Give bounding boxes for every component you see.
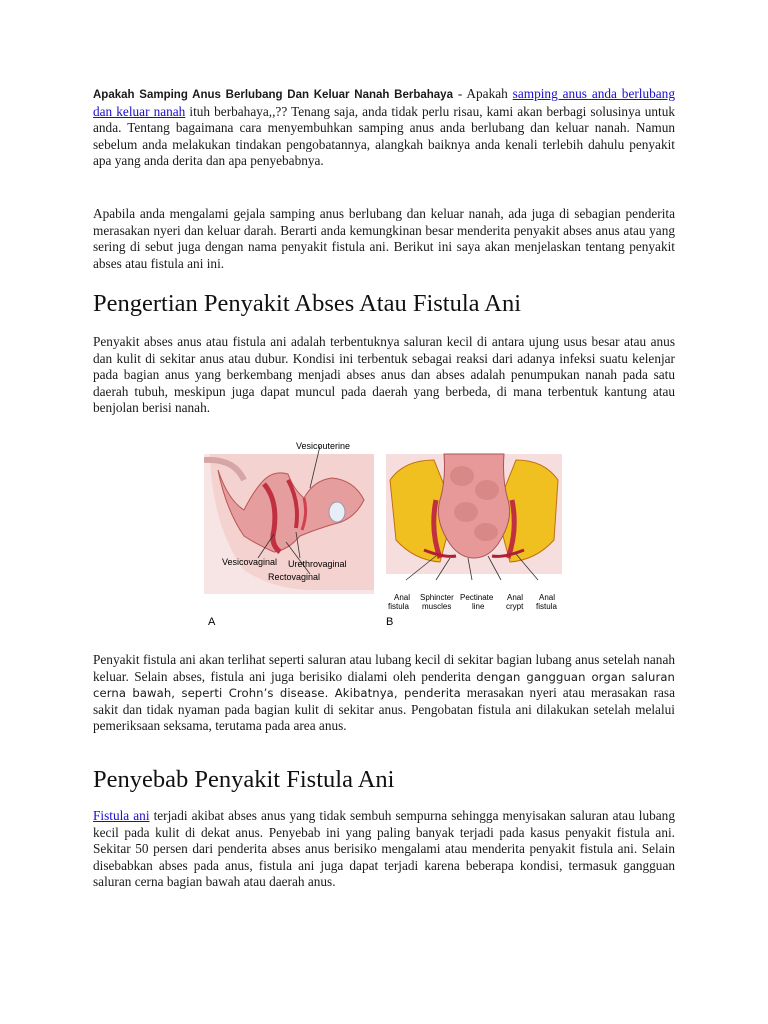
label-vesicovaginal: Vesicovaginal: [222, 557, 278, 567]
para5-rest: terjadi akibat abses anus yang tidak sembuh sempurna sehingga menyisakan saluran atau lubang kecil pada kulit di dekat anus. Penyebab ini yang paling banyak terjadi pada kasus penyakit fistula ani. Sekitar 50 persen dari penderita abses anus berisiko mengalami atau menderita penyakit fistula ani. Selain disebabkan abses pada anus, fistula ani juga dapat terjadi karena beberapa kondisi, termasuk gangguan saluran cerna bagian bawah atau daerah anus.: [93, 808, 675, 890]
anatomy-figure: [204, 440, 584, 636]
label-rectovaginal: Rectovaginal: [268, 572, 321, 582]
label-anal-fistula-1: Anal: [394, 593, 411, 602]
lead-title: Apakah Samping Anus Berlubang Dan Keluar Nanah Berbahaya: [93, 89, 453, 101]
para4-crohn-line: dengan gangguan organ saluran cerna bawah, seperti Crohn’s disease. Akibatnya, penderita: [93, 669, 676, 701]
paragraph-5: [93, 808, 675, 891]
paragraph-4: [93, 652, 675, 735]
label-vesicouterine: Vesicouterine: [296, 441, 351, 451]
paragraph-3: Penyakit abses anus atau fistula ani adalah terbentuknya saluran kecil di antara ujung usus besar atau anus dan kulit di sekitar anus atau dubur. Kondisi ini terbentuk sebagai reaksi dari adanya infeksi suatu kelenjar pada bagian anus yang berkembang menjadi abses anus dan abses adalah penumpukan nanah pada satu daerah tubuh, meskipun juga dapat muncul pada daerah yang berbeda, di mana terbentuk kantung atau benjolan berisi nanah.: [93, 334, 675, 416]
tag-b: B: [386, 616, 394, 628]
para4-part1: Penyakit fistula ani akan terlihat seperti saluran atau lubang kecil di sekitar bagian lubang anus setelah nanah keluar. Selain abses, fistula ani juga berisiko dialami oleh penderita: [93, 652, 675, 684]
link-samping-anus[interactable]: samping anus anda berlubang dan keluar nanah: [93, 86, 675, 119]
anatomy-illustration: [204, 440, 584, 636]
label-anal-fistula-2: fistula: [388, 602, 409, 611]
label-fistula2-2: fistula: [536, 602, 557, 611]
link-fistula-ani[interactable]: Fistula ani: [93, 808, 150, 823]
tag-a: A: [208, 616, 216, 628]
intro-rest: ituh berbahaya,,?? Tenang saja, anda tidak perlu risau, kami akan berbagi solusinya untuk anda. Tentang bagaimana cara menyembuhkan samping anus anda berlubang dan keluar nanah. Namun sebelum anda melakukan tindakan pengobatannya, alangkah baiknya anda kenali terlebih dahulu penyakit apa yang anda derita dan apa penyebabnya.: [93, 103, 675, 169]
panel-b-coronal: [386, 454, 562, 580]
intro-paragraph: [93, 86, 675, 170]
para4-part2: merasakan nyeri atau merasakan rasa sakit dan tidak nyaman pada bagian kulit di sekitar anus. Pengobatan fistula ani dilakukan setelah melalui pemeriksaan seksama, terutama pada area anus.: [93, 685, 675, 734]
label-urethrovaginal: Urethrovaginal: [288, 559, 347, 569]
heading-penyebab: Penyebab Penyakit Fistula Ani: [93, 766, 395, 793]
paragraph-2: Apabila anda mengalami gejala samping anus berlubang dan keluar nanah, ada juga di sebagian penderita merasakan nyeri dan keluar darah. Berarti anda kemungkinan besar menderita penyakit abses anus atau yang sering di sebut juga dengan nama penyakit fistula ani. Berikut ini saya akan menjelaskan tentang penyakit abses atau fistula ani ini.: [93, 206, 675, 271]
label-sphincter-1: Sphincter: [420, 593, 454, 602]
label-fistula2-1: Anal: [539, 593, 556, 602]
label-crypt-2: crypt: [506, 602, 524, 611]
heading-pengertian: Pengertian Penyakit Abses Atau Fistula Ani: [93, 290, 522, 317]
label-pectinate-1: Pectinate: [460, 593, 494, 602]
label-sphincter-2: muscles: [422, 602, 452, 611]
lead-separator: - Apakah: [452, 86, 513, 101]
label-pectinate-2: line: [472, 602, 485, 611]
label-crypt-1: Anal: [507, 593, 524, 602]
